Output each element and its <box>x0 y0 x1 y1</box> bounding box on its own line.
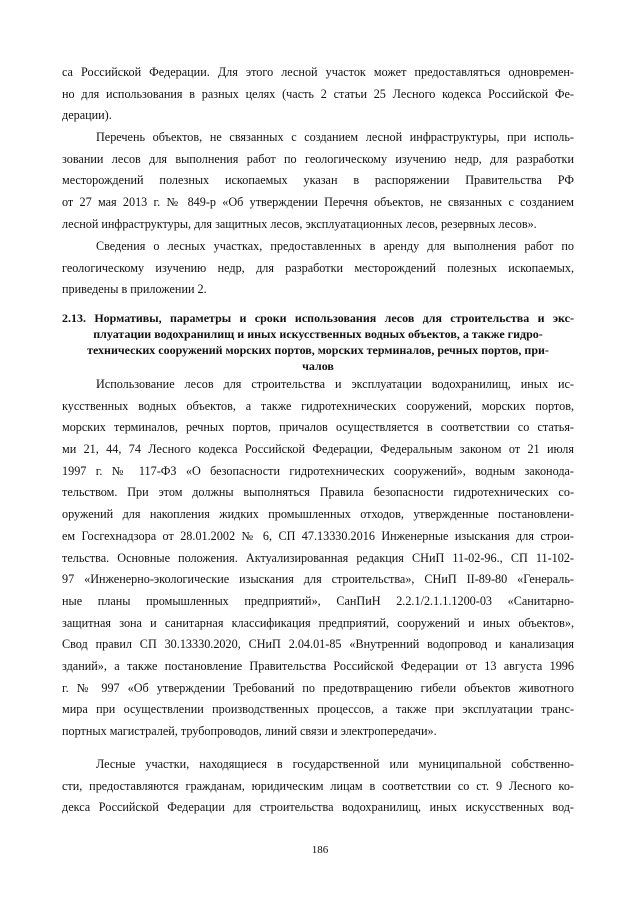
text-line: 97 «Инженерно-экологические изыскания для строительства», СНиП II-89-80 «Генераль- <box>62 572 574 587</box>
text-line: Перечень объектов, не связанных с созданием лесной инфраструктуры, при исполь- <box>96 130 574 144</box>
heading-line: 2.13. Нормативы, параметры и сроки использования лесов для строительства и экс- <box>62 311 574 325</box>
text-line: геологическому изучению недр, для разработки месторождений полезных ископаемых, <box>62 260 574 275</box>
text-line: Свод правил СП 30.13330.2020, СНиП 2.04.01-85 «Внутренний водопровод и канализация <box>62 637 574 652</box>
text-line: дерации). <box>62 108 112 123</box>
text-line: ми 21, 44, 74 Лесного кодекса Российской Федерации, Федеральным законом от 21 июля <box>62 442 574 457</box>
text-line: Сведения о лесных участках, предоставленных в аренду для выполнения работ по <box>96 239 574 253</box>
paragraph-land-plots <box>62 754 574 819</box>
text-line: 1997 г. № 117-ФЗ «О безопасности гидротехнических сооружений», водным законода- <box>62 463 574 478</box>
text-line: оружений для накопления жидких промышленных отходов, утвержденные постановлени- <box>62 507 574 522</box>
section-heading <box>62 310 574 374</box>
heading-line: технических сооружений морских портов, морских терминалов, речных портов, при- <box>87 343 549 357</box>
text-line: кусственных водных объектов, а также гидротехнических сооружений, морских портов, <box>62 398 574 413</box>
text-line: тельством. При этом должны выполняться Правила безопасности гидротехнических со- <box>62 485 574 500</box>
text-line: мира при осуществлении производственных процессов, а также при эксплуатации транс- <box>62 702 574 717</box>
text-line: декса Российской Федерации для строительства водохранилищ, иных искусственных вод- <box>62 800 574 815</box>
paragraph-continuation <box>62 62 574 127</box>
text-line: но для использования в разных целях (часть 2 статьи 25 Лесного кодекса Российской Фе- <box>62 86 574 101</box>
text-line: защитная зона и санитарная классификация предприятий, сооружений и иных объектов», <box>62 615 574 630</box>
page-number: 186 <box>311 844 329 856</box>
text-line: зовании лесов для выполнения работ по геологическому изучению недр, для разработки <box>62 151 574 166</box>
text-line: тельства. Основные положения. Актуализированная редакция СНиП 11-02-96., СП 11-102- <box>62 550 574 565</box>
text-line: от 27 мая 2013 г. № 849-р «Об утверждении Перечня объектов, не связанных с созданием <box>62 195 574 210</box>
text-line: г. № 997 «Об утверждении Требований по предотвращению гибели объектов животного <box>62 680 574 695</box>
text-line: сти, предоставляются гражданам, юридическим лицам в соответствии со ст. 9 Лесного ко- <box>62 778 574 793</box>
text-line: зданий», а также постановление Правительства Российской Федерации от 13 августа 1996 <box>62 658 574 673</box>
text-line: портных магистралей, трубопроводов, линий связи и электропередачи». <box>62 724 437 738</box>
paragraph-objects-list <box>62 127 574 235</box>
text-line: Лесные участки, находящиеся в государственной или муниципальной собственно- <box>96 757 574 771</box>
paragraph-regulations <box>62 374 574 743</box>
text-line: Использование лесов для строительства и эксплуатации водохранилищ, иных ис- <box>96 377 574 391</box>
heading-line: чалов <box>302 359 334 373</box>
text-line: приведены в приложении 2. <box>62 282 207 297</box>
text-line: месторождений полезных ископаемых указан в распоряжении Правительства РФ <box>62 173 574 188</box>
text-line: морских терминалов, речных портов, причалов осуществляется в соответствии со статья- <box>62 420 574 435</box>
paragraph-lease-info <box>62 236 574 301</box>
heading-line: плуатации водохранилищ и иных искусственных водных объектов, а также гидро- <box>93 327 543 341</box>
text-line: са Российской Федерации. Для этого лесной участок может предоставляться одновремен- <box>62 65 574 79</box>
text-line: ные планы промышленных предприятий», СанПиН 2.2.1/2.1.1.1200-03 «Санитарно- <box>62 593 574 608</box>
text-line: ем Госгехнадзора от 28.01.2002 № 6, СП 47.13330.2016 Инженерные изыскания для строи- <box>62 528 574 543</box>
text-line: лесной инфраструктуры, для защитных лесов, эксплуатационных лесов, резервных лесов». <box>62 216 537 231</box>
